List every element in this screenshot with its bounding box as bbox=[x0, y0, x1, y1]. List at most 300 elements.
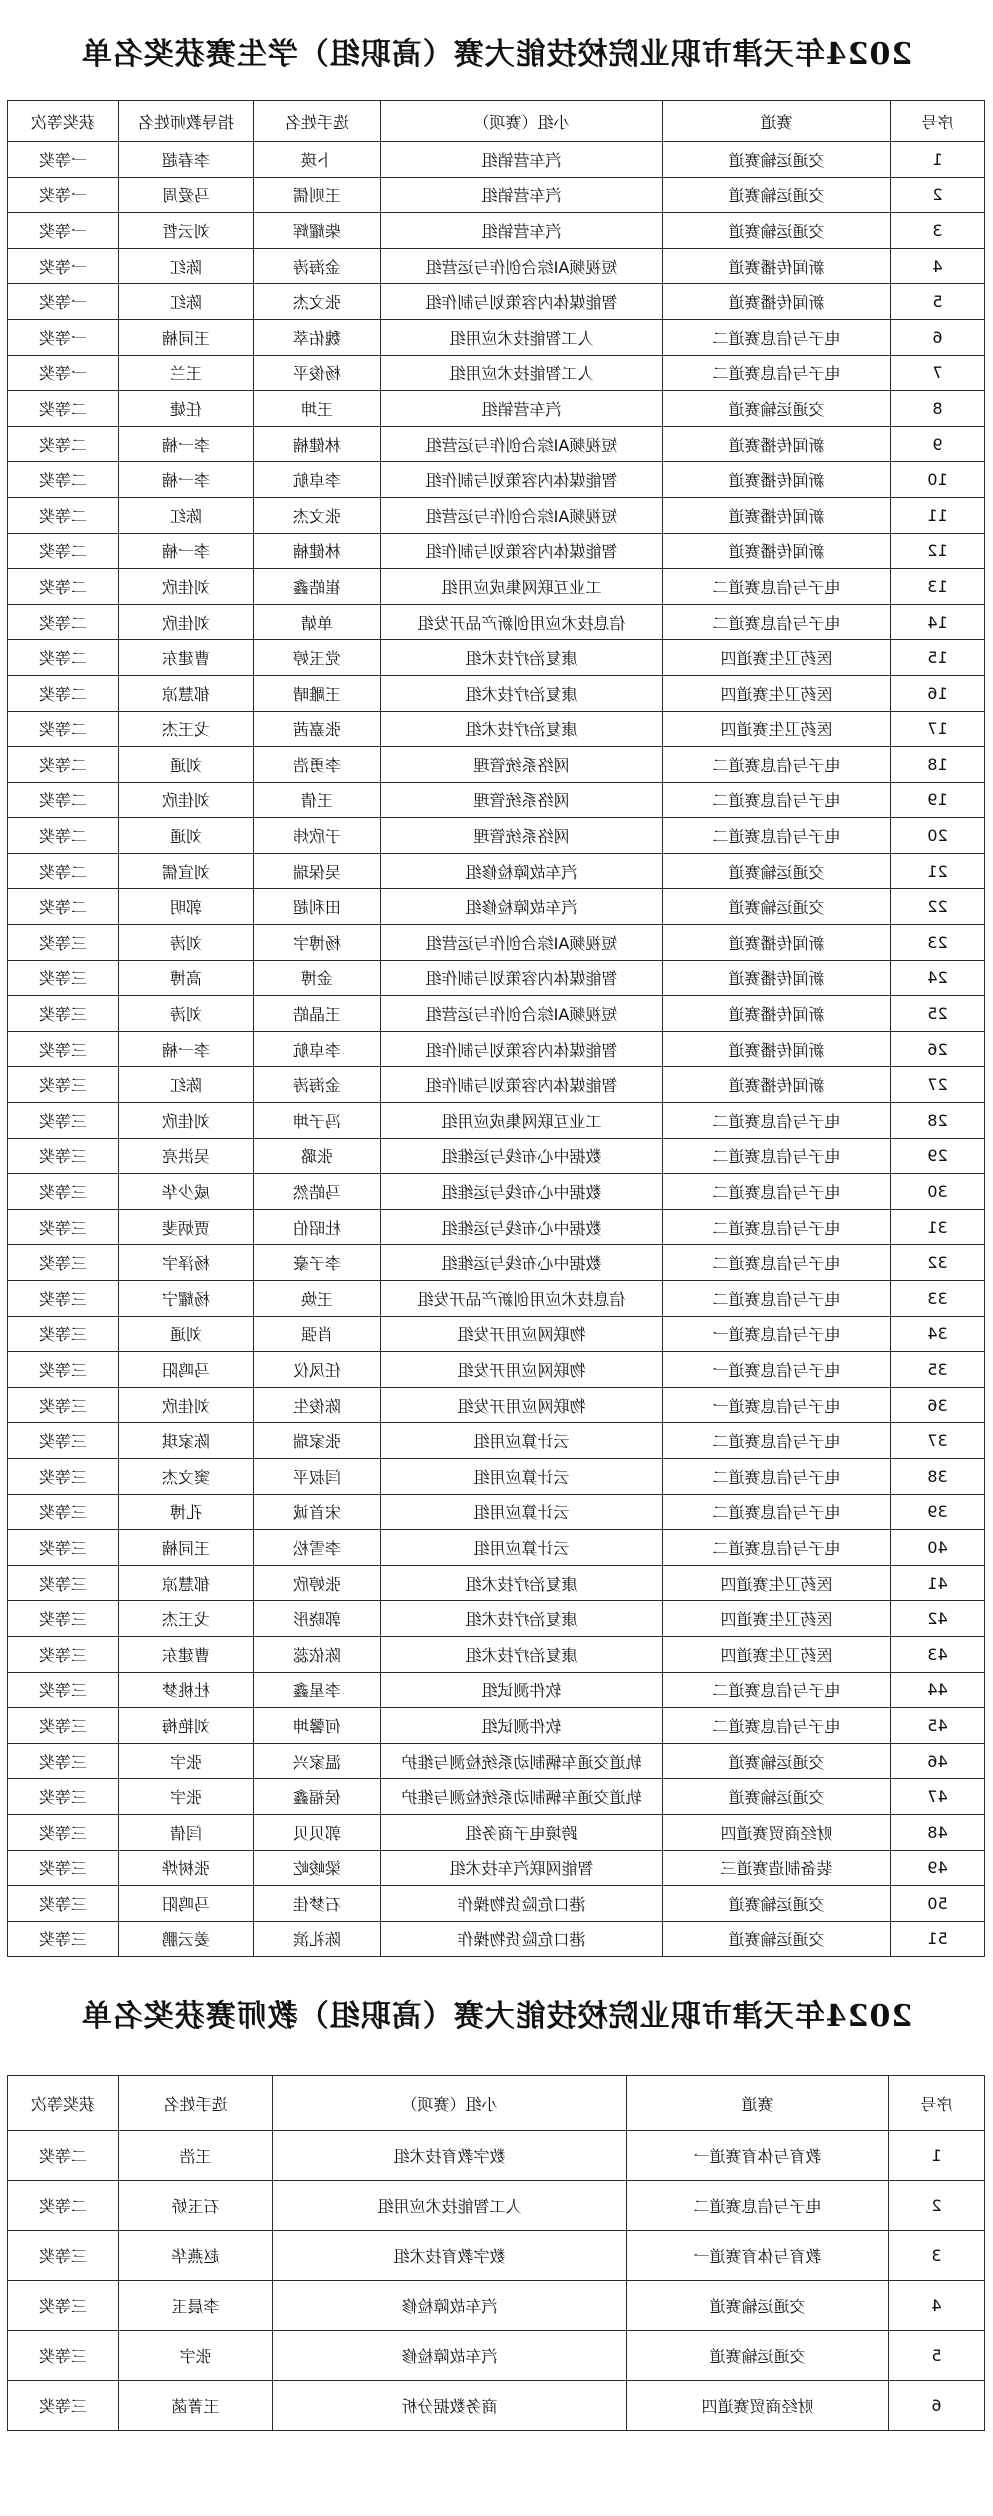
cell-group: 数字教育技术组 bbox=[273, 2131, 627, 2181]
cell-serial: 14 bbox=[891, 604, 985, 640]
cell-award: 三等奖 bbox=[8, 1565, 119, 1601]
cell-serial: 7 bbox=[891, 355, 985, 391]
cell-group: 人工智能技术应用组 bbox=[381, 355, 663, 391]
cell-contestant: 张嘉茜 bbox=[254, 711, 381, 747]
cell-contestant: 石玉娇 bbox=[119, 2181, 273, 2231]
table-row bbox=[8, 1921, 985, 1957]
cell-contestant: 李卓航 bbox=[254, 1031, 381, 1067]
cell-serial: 8 bbox=[891, 391, 985, 427]
cell-serial: 41 bbox=[891, 1565, 985, 1601]
cell-serial: 42 bbox=[891, 1601, 985, 1637]
cell-contestant: 王菁菡 bbox=[119, 2381, 273, 2431]
table-row bbox=[8, 1031, 985, 1067]
cell-award: 三等奖 bbox=[8, 1387, 119, 1423]
cell-award: 二等奖 bbox=[8, 569, 119, 605]
cell-advisor: 刘云哲 bbox=[119, 213, 254, 249]
cell-contestant: 王焕 bbox=[254, 1281, 381, 1317]
cell-track: 医药卫生赛道四 bbox=[663, 640, 891, 676]
cell-serial: 28 bbox=[891, 1103, 985, 1139]
cell-serial: 22 bbox=[891, 889, 985, 925]
table-row bbox=[8, 2181, 985, 2231]
table-row bbox=[8, 996, 985, 1032]
cell-track: 新闻传播赛道 bbox=[663, 248, 891, 284]
cell-contestant: 李晨玉 bbox=[119, 2281, 273, 2331]
cell-contestant: 王则儒 bbox=[254, 177, 381, 213]
header-track: 赛道 bbox=[663, 101, 891, 142]
cell-award: 二等奖 bbox=[8, 2131, 119, 2181]
cell-group: 物联网应用开发组 bbox=[381, 1316, 663, 1352]
cell-advisor: 吴洪亮 bbox=[119, 1138, 254, 1174]
cell-advisor: 李一楠 bbox=[119, 1031, 254, 1067]
student-award-title: 2024年天津市职业院校技能大赛（高职组）学生赛获奖名单 bbox=[80, 37, 913, 72]
table-row bbox=[8, 569, 985, 605]
cell-group: 短视频AI综合创作与运营组 bbox=[381, 248, 663, 284]
cell-group: 云计算应用组 bbox=[381, 1494, 663, 1530]
cell-advisor: 王同楠 bbox=[119, 319, 254, 355]
cell-group: 短视频AI综合创作与运营组 bbox=[381, 497, 663, 533]
cell-serial: 36 bbox=[891, 1387, 985, 1423]
table-row bbox=[8, 355, 985, 391]
cell-track: 新闻传播赛道 bbox=[663, 426, 891, 462]
cell-group: 智能媒体内容策划与制作组 bbox=[381, 1067, 663, 1103]
cell-award: 三等奖 bbox=[8, 1494, 119, 1530]
cell-advisor: 马爱周 bbox=[119, 177, 254, 213]
cell-contestant: 张宇 bbox=[119, 2331, 273, 2381]
table-row bbox=[8, 426, 985, 462]
cell-serial: 43 bbox=[891, 1636, 985, 1672]
cell-track: 装备制造赛道三 bbox=[663, 1850, 891, 1886]
cell-contestant: 马皓然 bbox=[254, 1174, 381, 1210]
cell-advisor: 马鸣阳 bbox=[119, 1352, 254, 1388]
cell-award: 三等奖 bbox=[8, 1636, 119, 1672]
table-row bbox=[8, 1352, 985, 1388]
cell-contestant: 张家瑞 bbox=[254, 1423, 381, 1459]
cell-award: 一等奖 bbox=[8, 248, 119, 284]
cell-group: 物联网应用开发组 bbox=[381, 1352, 663, 1388]
cell-group: 云计算应用组 bbox=[381, 1530, 663, 1566]
cell-serial: 6 bbox=[889, 2381, 985, 2431]
cell-award: 一等奖 bbox=[8, 213, 119, 249]
header-contestant: 选手姓名 bbox=[254, 101, 381, 142]
table-body bbox=[8, 142, 985, 1957]
cell-contestant: 王坤 bbox=[254, 391, 381, 427]
cell-track: 电子与信息赛道二 bbox=[663, 782, 891, 818]
cell-group: 跨境电子商务组 bbox=[381, 1814, 663, 1850]
cell-serial: 1 bbox=[891, 142, 985, 178]
cell-serial: 27 bbox=[891, 1067, 985, 1103]
cell-contestant: 张璐 bbox=[254, 1138, 381, 1174]
cell-contestant: 李勇浩 bbox=[254, 747, 381, 783]
cell-contestant: 张文杰 bbox=[254, 497, 381, 533]
cell-track: 新闻传播赛道 bbox=[663, 462, 891, 498]
cell-award: 二等奖 bbox=[8, 853, 119, 889]
cell-advisor: 贾炳斐 bbox=[119, 1209, 254, 1245]
cell-serial: 13 bbox=[891, 569, 985, 605]
cell-serial: 16 bbox=[891, 675, 985, 711]
cell-group: 数据中心布线与运维组 bbox=[381, 1245, 663, 1281]
cell-award: 三等奖 bbox=[8, 1174, 119, 1210]
cell-advisor: 郁慧凉 bbox=[119, 1565, 254, 1601]
cell-track: 财经商贸赛道四 bbox=[627, 2381, 889, 2431]
cell-award: 二等奖 bbox=[8, 462, 119, 498]
cell-award: 三等奖 bbox=[8, 1352, 119, 1388]
table-row bbox=[8, 1779, 985, 1815]
cell-award: 三等奖 bbox=[8, 1209, 119, 1245]
header-serial: 序号 bbox=[891, 101, 985, 142]
cell-contestant: 石梦佳 bbox=[254, 1886, 381, 1922]
cell-track: 交通运输赛道 bbox=[663, 1921, 891, 1957]
table-row bbox=[8, 391, 985, 427]
cell-serial: 30 bbox=[891, 1174, 985, 1210]
cell-advisor: 张宇 bbox=[119, 1743, 254, 1779]
table-row bbox=[8, 497, 985, 533]
cell-track: 财经商贸赛道四 bbox=[663, 1814, 891, 1850]
cell-serial: 2 bbox=[891, 177, 985, 213]
cell-contestant: 林健楠 bbox=[254, 533, 381, 569]
cell-contestant: 崔皓鑫 bbox=[254, 569, 381, 605]
cell-group: 信息技术应用创新产品开发组 bbox=[381, 604, 663, 640]
cell-track: 医药卫生赛道四 bbox=[663, 675, 891, 711]
cell-track: 电子与信息赛道二 bbox=[663, 1672, 891, 1708]
cell-advisor: 杨耀宁 bbox=[119, 1281, 254, 1317]
cell-group: 智能媒体内容策划与制作组 bbox=[381, 960, 663, 996]
cell-award: 二等奖 bbox=[8, 497, 119, 533]
cell-advisor: 张宇 bbox=[119, 1779, 254, 1815]
cell-advisor: 曹建东 bbox=[119, 1636, 254, 1672]
cell-group: 数据中心布线与运维组 bbox=[381, 1174, 663, 1210]
table-row bbox=[8, 177, 985, 213]
cell-track: 交通运输赛道 bbox=[663, 1886, 891, 1922]
cell-track: 电子与信息赛道二 bbox=[663, 1103, 891, 1139]
cell-serial: 12 bbox=[891, 533, 985, 569]
table-row bbox=[8, 2131, 985, 2181]
table-row bbox=[8, 640, 985, 676]
cell-group: 短视频AI综合创作与运营组 bbox=[381, 426, 663, 462]
cell-track: 新闻传播赛道 bbox=[663, 960, 891, 996]
cell-advisor: 刘涛 bbox=[119, 925, 254, 961]
table-row bbox=[8, 1814, 985, 1850]
cell-award: 三等奖 bbox=[8, 1423, 119, 1459]
cell-serial: 49 bbox=[891, 1850, 985, 1886]
cell-group: 工业互联网集成应用组 bbox=[381, 569, 663, 605]
cell-track: 电子与信息赛道二 bbox=[663, 1138, 891, 1174]
cell-track: 电子与信息赛道二 bbox=[663, 818, 891, 854]
cell-advisor: 王同楠 bbox=[119, 1530, 254, 1566]
table-row bbox=[8, 533, 985, 569]
cell-track: 电子与信息赛道一 bbox=[663, 1387, 891, 1423]
table-header bbox=[8, 2076, 985, 2131]
cell-group: 云计算应用组 bbox=[381, 1423, 663, 1459]
cell-group: 物联网应用开发组 bbox=[381, 1387, 663, 1423]
cell-contestant: 李卓航 bbox=[254, 462, 381, 498]
cell-track: 电子与信息赛道二 bbox=[663, 319, 891, 355]
table-row bbox=[8, 462, 985, 498]
cell-serial: 4 bbox=[891, 248, 985, 284]
table-row bbox=[8, 284, 985, 320]
table-body bbox=[8, 2131, 985, 2431]
cell-group: 信息技术应用创新产品开发组 bbox=[381, 1281, 663, 1317]
cell-track: 电子与信息赛道二 bbox=[663, 1245, 891, 1281]
cell-award: 二等奖 bbox=[8, 391, 119, 427]
teacher-award-title: 2024年天津市职业院校技能大赛（高职组）教师赛获奖名单 bbox=[80, 1999, 913, 2034]
cell-group: 人工智能技术应用组 bbox=[273, 2181, 627, 2231]
cell-serial: 35 bbox=[891, 1352, 985, 1388]
cell-group: 汽车故障检修 bbox=[273, 2281, 627, 2331]
cell-group: 商务数据分析 bbox=[273, 2381, 627, 2431]
cell-contestant: 金海涛 bbox=[254, 1067, 381, 1103]
cell-contestant: 吴保瑞 bbox=[254, 853, 381, 889]
cell-contestant: 张文杰 bbox=[254, 284, 381, 320]
cell-serial: 33 bbox=[891, 1281, 985, 1317]
cell-award: 二等奖 bbox=[8, 782, 119, 818]
cell-serial: 29 bbox=[891, 1138, 985, 1174]
header-row bbox=[8, 101, 985, 142]
table-row bbox=[8, 1174, 985, 1210]
cell-group: 智能媒体内容策划与制作组 bbox=[381, 284, 663, 320]
cell-serial: 48 bbox=[891, 1814, 985, 1850]
cell-group: 数据中心布线与运维组 bbox=[381, 1138, 663, 1174]
cell-serial: 23 bbox=[891, 925, 985, 961]
table-row bbox=[8, 319, 985, 355]
cell-award: 三等奖 bbox=[8, 1743, 119, 1779]
header-group: 小组（赛项） bbox=[381, 101, 663, 142]
cell-serial: 51 bbox=[891, 1921, 985, 1957]
cell-contestant: 任凤仪 bbox=[254, 1352, 381, 1388]
cell-group: 人工智能技术应用组 bbox=[381, 319, 663, 355]
teacher-award-table bbox=[7, 2075, 985, 2431]
cell-serial: 50 bbox=[891, 1886, 985, 1922]
cell-group: 网络系统管理 bbox=[381, 818, 663, 854]
cell-group: 轨道交通车辆制动系统检测与维护 bbox=[381, 1779, 663, 1815]
cell-award: 三等奖 bbox=[8, 1814, 119, 1850]
table-row bbox=[8, 889, 985, 925]
header-serial: 序号 bbox=[889, 2076, 985, 2131]
cell-group: 数字教育技术组 bbox=[273, 2231, 627, 2281]
cell-track: 电子与信息赛道二 bbox=[663, 1281, 891, 1317]
cell-group: 汽车营销组 bbox=[381, 177, 663, 213]
cell-track: 交通运输赛道 bbox=[663, 142, 891, 178]
cell-serial: 32 bbox=[891, 1245, 985, 1281]
cell-award: 二等奖 bbox=[8, 426, 119, 462]
cell-serial: 38 bbox=[891, 1458, 985, 1494]
cell-advisor: 李春超 bbox=[119, 142, 254, 178]
table-row bbox=[8, 2281, 985, 2331]
cell-award: 三等奖 bbox=[8, 1103, 119, 1139]
cell-serial: 20 bbox=[891, 818, 985, 854]
header-advisor: 指导教师姓名 bbox=[119, 101, 254, 142]
cell-contestant: 梁峻屹 bbox=[254, 1850, 381, 1886]
cell-serial: 6 bbox=[891, 319, 985, 355]
cell-track: 电子与信息赛道二 bbox=[663, 355, 891, 391]
cell-contestant: 卜瑛 bbox=[254, 142, 381, 178]
table-row bbox=[8, 818, 985, 854]
table-row bbox=[8, 1672, 985, 1708]
cell-group: 康复治疗技术组 bbox=[381, 675, 663, 711]
cell-award: 三等奖 bbox=[8, 2331, 119, 2381]
cell-track: 新闻传播赛道 bbox=[663, 996, 891, 1032]
cell-contestant: 肖强 bbox=[254, 1316, 381, 1352]
cell-group: 工业互联网集成应用组 bbox=[381, 1103, 663, 1139]
cell-advisor: 刘佳欣 bbox=[119, 1103, 254, 1139]
table-row bbox=[8, 675, 985, 711]
cell-award: 一等奖 bbox=[8, 319, 119, 355]
cell-award: 三等奖 bbox=[8, 1138, 119, 1174]
table-row bbox=[8, 1316, 985, 1352]
cell-award: 三等奖 bbox=[8, 1921, 119, 1957]
cell-contestant: 陈依蕊 bbox=[254, 1636, 381, 1672]
cell-serial: 40 bbox=[891, 1530, 985, 1566]
cell-track: 交通运输赛道 bbox=[663, 1779, 891, 1815]
table-row bbox=[8, 2231, 985, 2281]
table-row bbox=[8, 1743, 985, 1779]
cell-contestant: 李子豪 bbox=[254, 1245, 381, 1281]
cell-advisor: 陈红 bbox=[119, 248, 254, 284]
cell-track: 新闻传播赛道 bbox=[663, 284, 891, 320]
cell-advisor: 姜云鹏 bbox=[119, 1921, 254, 1957]
cell-award: 二等奖 bbox=[8, 675, 119, 711]
cell-track: 电子与信息赛道二 bbox=[663, 604, 891, 640]
table-row bbox=[8, 213, 985, 249]
table-row bbox=[8, 1103, 985, 1139]
table-row bbox=[8, 1494, 985, 1530]
cell-advisor: 李一楠 bbox=[119, 462, 254, 498]
cell-track: 电子与信息赛道二 bbox=[663, 1708, 891, 1744]
cell-contestant: 张婷欣 bbox=[254, 1565, 381, 1601]
cell-track: 电子与信息赛道二 bbox=[663, 1494, 891, 1530]
table-row bbox=[8, 747, 985, 783]
cell-contestant: 杨俊平 bbox=[254, 355, 381, 391]
cell-serial: 26 bbox=[891, 1031, 985, 1067]
cell-group: 汽车故障检修组 bbox=[381, 889, 663, 925]
cell-serial: 5 bbox=[891, 284, 985, 320]
cell-award: 二等奖 bbox=[8, 889, 119, 925]
cell-award: 二等奖 bbox=[8, 533, 119, 569]
cell-advisor: 任婕 bbox=[119, 391, 254, 427]
cell-contestant: 王雕晴 bbox=[254, 675, 381, 711]
cell-track: 电子与信息赛道二 bbox=[627, 2181, 889, 2231]
table-row bbox=[8, 2381, 985, 2431]
cell-track: 交通运输赛道 bbox=[663, 853, 891, 889]
cell-group: 云计算应用组 bbox=[381, 1458, 663, 1494]
cell-serial: 45 bbox=[891, 1708, 985, 1744]
cell-advisor: 刘宣儒 bbox=[119, 853, 254, 889]
cell-contestant: 何馨坤 bbox=[254, 1708, 381, 1744]
cell-group: 康复治疗技术组 bbox=[381, 1565, 663, 1601]
cell-advisor: 戈王杰 bbox=[119, 1601, 254, 1637]
table-row bbox=[8, 960, 985, 996]
cell-advisor: 李一楠 bbox=[119, 533, 254, 569]
cell-advisor: 陈家琪 bbox=[119, 1423, 254, 1459]
cell-group: 汽车营销组 bbox=[381, 142, 663, 178]
cell-advisor: 威少华 bbox=[119, 1174, 254, 1210]
cell-advisor: 刘佳欣 bbox=[119, 604, 254, 640]
cell-advisor: 马鸣阳 bbox=[119, 1886, 254, 1922]
cell-advisor: 刘佳欣 bbox=[119, 569, 254, 605]
cell-advisor: 刘通 bbox=[119, 818, 254, 854]
cell-contestant: 王晶皓 bbox=[254, 996, 381, 1032]
cell-group: 康复治疗技术组 bbox=[381, 711, 663, 747]
cell-group: 数据中心布线与运维组 bbox=[381, 1209, 663, 1245]
table-row bbox=[8, 782, 985, 818]
table-header bbox=[8, 101, 985, 142]
cell-advisor: 高博 bbox=[119, 960, 254, 996]
cell-serial: 17 bbox=[891, 711, 985, 747]
cell-contestant: 田利超 bbox=[254, 889, 381, 925]
cell-track: 交通运输赛道 bbox=[627, 2281, 889, 2331]
table-row bbox=[8, 1281, 985, 1317]
cell-advisor: 郁慧凉 bbox=[119, 675, 254, 711]
cell-award: 三等奖 bbox=[8, 1708, 119, 1744]
cell-advisor: 张树烨 bbox=[119, 1850, 254, 1886]
cell-award: 三等奖 bbox=[8, 1031, 119, 1067]
cell-award: 三等奖 bbox=[8, 1067, 119, 1103]
table-row bbox=[8, 2331, 985, 2381]
table-row bbox=[8, 1387, 985, 1423]
table-row bbox=[8, 1850, 985, 1886]
cell-serial: 9 bbox=[891, 426, 985, 462]
cell-contestant: 冯子坤 bbox=[254, 1103, 381, 1139]
cell-award: 三等奖 bbox=[8, 1281, 119, 1317]
cell-serial: 47 bbox=[891, 1779, 985, 1815]
cell-serial: 25 bbox=[891, 996, 985, 1032]
cell-award: 三等奖 bbox=[8, 1601, 119, 1637]
cell-award: 三等奖 bbox=[8, 1779, 119, 1815]
cell-contestant: 闫叔平 bbox=[254, 1458, 381, 1494]
cell-advisor: 刘艳梅 bbox=[119, 1708, 254, 1744]
cell-contestant: 侯福鑫 bbox=[254, 1779, 381, 1815]
cell-track: 交通运输赛道 bbox=[663, 889, 891, 925]
cell-serial: 3 bbox=[889, 2231, 985, 2281]
cell-track: 交通运输赛道 bbox=[627, 2331, 889, 2381]
cell-serial: 44 bbox=[891, 1672, 985, 1708]
table-row bbox=[8, 1423, 985, 1459]
cell-group: 网络系统管理 bbox=[381, 782, 663, 818]
header-row bbox=[8, 2076, 985, 2131]
cell-contestant: 郭贝贝 bbox=[254, 1814, 381, 1850]
cell-serial: 37 bbox=[891, 1423, 985, 1459]
cell-track: 新闻传播赛道 bbox=[663, 925, 891, 961]
cell-track: 医药卫生赛道四 bbox=[663, 1636, 891, 1672]
cell-contestant: 林健楠 bbox=[254, 426, 381, 462]
header-award: 获奖等次 bbox=[8, 2076, 119, 2131]
cell-advisor: 陈红 bbox=[119, 1067, 254, 1103]
cell-award: 二等奖 bbox=[8, 747, 119, 783]
cell-track: 交通运输赛道 bbox=[663, 213, 891, 249]
table-row bbox=[8, 1138, 985, 1174]
table-row bbox=[8, 1636, 985, 1672]
cell-track: 教育与体育赛道一 bbox=[627, 2131, 889, 2181]
cell-group: 康复治疗技术组 bbox=[381, 1636, 663, 1672]
cell-serial: 18 bbox=[891, 747, 985, 783]
cell-award: 三等奖 bbox=[8, 1245, 119, 1281]
cell-group: 软件测试组 bbox=[381, 1672, 663, 1708]
cell-group: 汽车营销组 bbox=[381, 213, 663, 249]
cell-award: 三等奖 bbox=[8, 996, 119, 1032]
cell-track: 医药卫生赛道四 bbox=[663, 711, 891, 747]
cell-award: 三等奖 bbox=[8, 2231, 119, 2281]
cell-serial: 5 bbox=[889, 2331, 985, 2381]
cell-track: 新闻传播赛道 bbox=[663, 1031, 891, 1067]
cell-advisor: 窦文杰 bbox=[119, 1458, 254, 1494]
table-row bbox=[8, 1886, 985, 1922]
cell-advisor: 闫倩 bbox=[119, 1814, 254, 1850]
cell-award: 一等奖 bbox=[8, 142, 119, 178]
cell-serial: 34 bbox=[891, 1316, 985, 1352]
cell-advisor: 孔博 bbox=[119, 1494, 254, 1530]
cell-award: 三等奖 bbox=[8, 1886, 119, 1922]
cell-contestant: 于欣炜 bbox=[254, 818, 381, 854]
table-row bbox=[8, 142, 985, 178]
